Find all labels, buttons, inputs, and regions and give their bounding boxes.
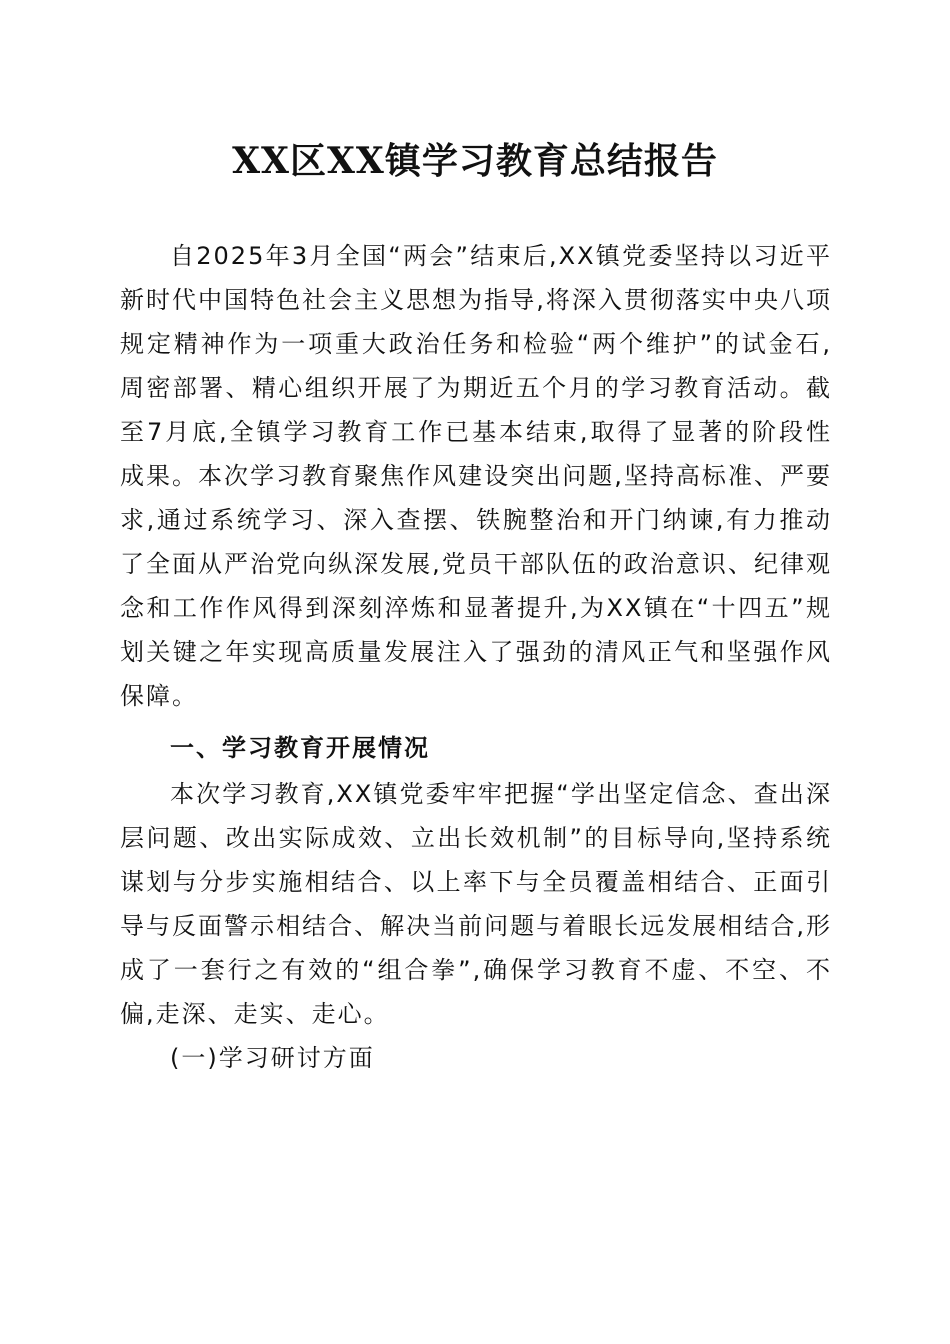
intro-paragraph: 自2025年3月全国“两会”结束后,XX镇党委坚持以习近平新时代中国特色社会主义思想为指导,将深入贯彻落实中央八项规定精神作为一项重大政治任务和检验“两个维护”的试金石,周密部署、精心组织开展了为期近五个月的学习教育活动。截至7月底,全镇学习教育工作已基本结束,取得了显著的阶段性成果。本次学习教育聚焦作风建设突出问题,坚持高标准、严要求,通过系统学习、深入查摆、铁腕整治和开门纳谏,有力推动了全面从严治党向纵深发展,党员干部队伍的政治意识、纪律观念和工作作风得到深刻淬炼和显著提升,为XX镇在“十四五”规划关键之年实现高质量发展注入了强劲的清风正气和坚强作风保障。 bbox=[120, 242, 832, 710]
page-title: XX区XX镇学习教育总结报告 bbox=[232, 140, 718, 182]
section-1-paragraph: 本次学习教育,XX镇党委牢牢把握“学出坚定信念、查出深层问题、改出实际成效、立出长效机制”的目标导向,坚持系统谋划与分步实施相结合、以上率下与全员覆盖相结合、正面引导与反面警示相结合、解决当前问题与着眼长远发展相结合,形成了一套行之有效的“组合拳”,确保学习教育不虚、不空、不偏,走深、走实、走心。 bbox=[120, 780, 832, 1028]
subsection-heading-1: (一)学习研讨方面 bbox=[170, 1044, 375, 1072]
section-heading-1: 一、学习教育开展情况 bbox=[170, 734, 430, 762]
